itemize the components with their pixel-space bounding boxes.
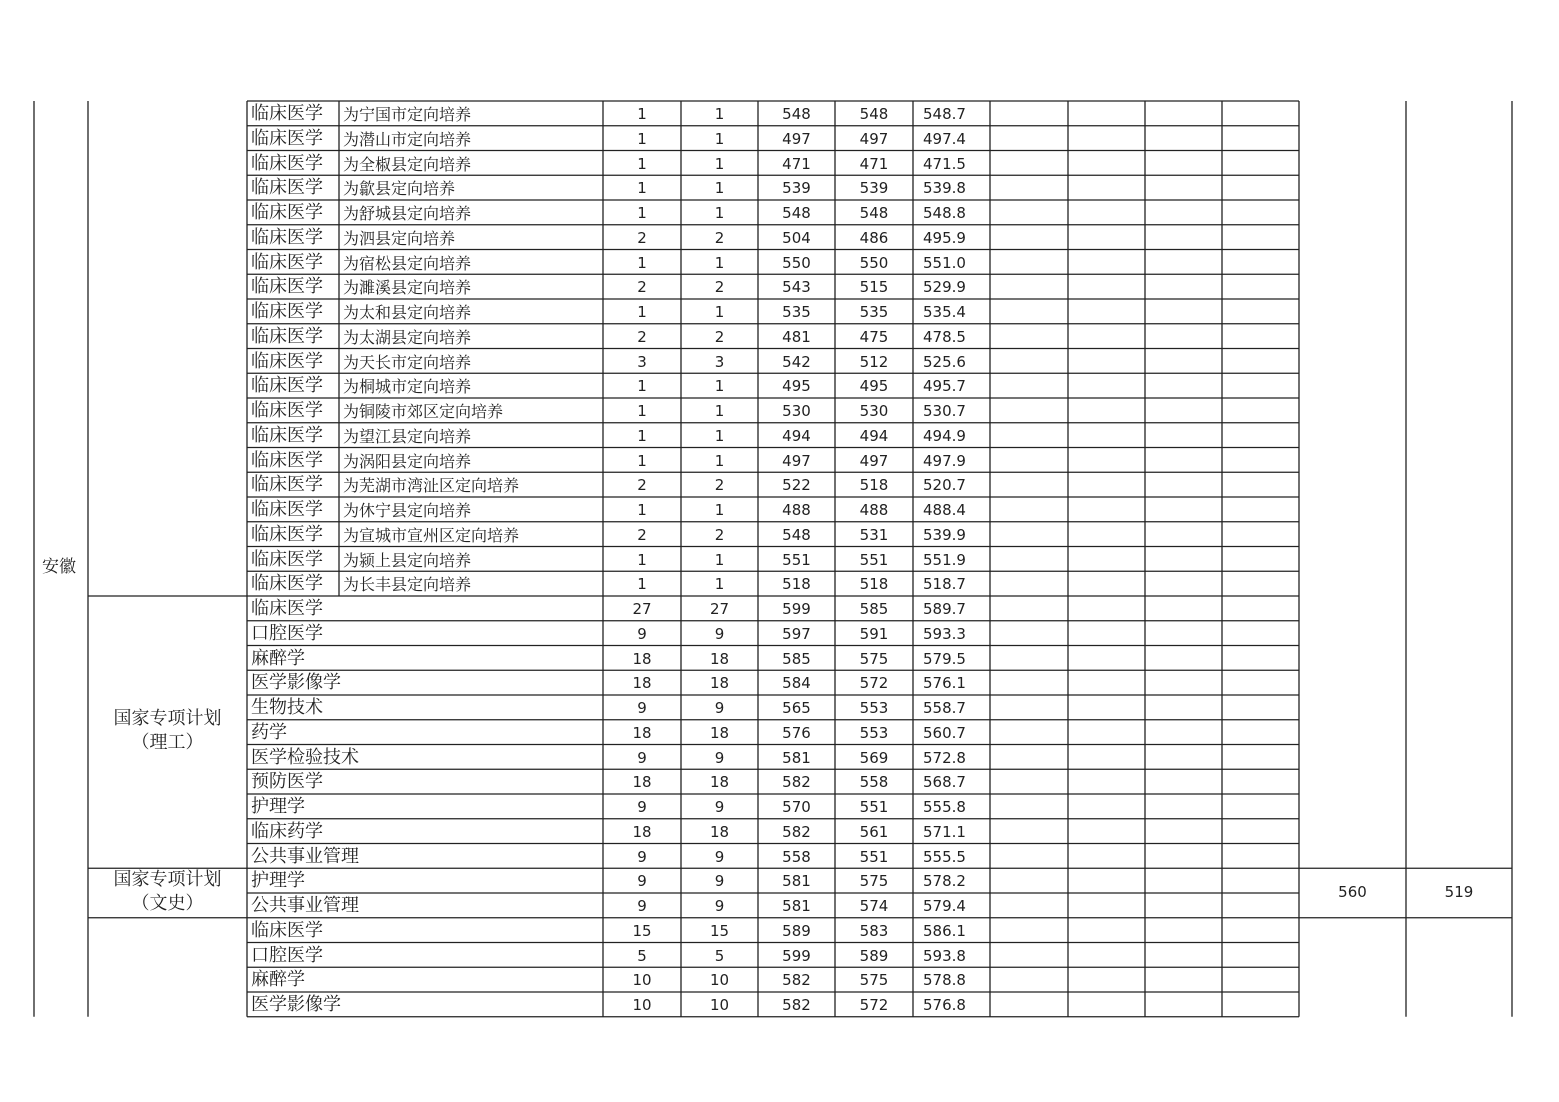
cell-plan: 1 — [637, 204, 647, 222]
cell-plan: 1 — [637, 253, 647, 272]
cell-min: 558 — [859, 773, 889, 792]
major-name: 临床医学 — [251, 919, 323, 941]
cell-max: 522 — [782, 476, 811, 495]
cell-admit: 1 — [714, 501, 725, 519]
cell-plan: 1 — [637, 377, 647, 396]
plan-type-subject: （文史） — [131, 893, 204, 914]
cell-plan: 1 — [637, 129, 647, 148]
cell-plan: 18 — [632, 674, 652, 693]
cell-max: 530 — [782, 402, 811, 420]
cell-avg: 572.8 — [923, 748, 966, 767]
major-note: 为宣城市宣州区定向培养 — [343, 525, 520, 545]
cell-max: 471 — [782, 154, 811, 173]
cell-admit: 1 — [714, 179, 725, 198]
cell-plan: 9 — [637, 624, 647, 643]
major-name: 临床医学 — [251, 449, 323, 471]
cell-min: 512 — [859, 352, 889, 371]
cell-min: 518 — [859, 575, 889, 594]
cell-admit: 10 — [709, 971, 730, 990]
cell-avg: 555.8 — [923, 798, 966, 816]
cell-admit: 18 — [709, 674, 730, 693]
cell-admit: 1 — [714, 303, 725, 321]
cell-plan: 2 — [637, 327, 647, 346]
major-name: 预防医学 — [251, 771, 323, 793]
cell-max: 518 — [782, 575, 811, 594]
cell-admit: 2 — [714, 476, 725, 495]
cell-plan: 9 — [637, 847, 647, 866]
cell-avg: 497.9 — [923, 451, 966, 470]
cell-avg: 539.8 — [923, 179, 966, 198]
major-name: 临床医学 — [251, 226, 323, 248]
cell-admit: 18 — [709, 822, 730, 841]
major-note: 为涡阳县定向培养 — [343, 451, 472, 471]
cell-avg: 471.5 — [923, 154, 966, 173]
cell-max: 582 — [782, 822, 811, 841]
cell-max: 589 — [782, 921, 811, 940]
province-label: 安徽 — [42, 556, 76, 577]
cell-min: 572 — [859, 674, 889, 693]
cell-min: 551 — [859, 798, 889, 816]
cell-admit: 9 — [714, 748, 725, 767]
cell-admit: 5 — [714, 946, 725, 965]
plan-type-label: 国家专项计划 — [113, 708, 222, 730]
major-name: 临床药学 — [251, 820, 323, 842]
cell-plan: 2 — [637, 476, 647, 495]
control-line-second: 519 — [1444, 883, 1474, 901]
cell-min: 575 — [859, 649, 889, 668]
cell-min: 575 — [859, 872, 889, 891]
major-name: 口腔医学 — [251, 944, 323, 966]
cell-min: 550 — [859, 253, 889, 272]
cell-max: 539 — [782, 179, 811, 198]
major-note: 为濉溪县定向培养 — [343, 278, 472, 298]
cell-min: 551 — [859, 550, 889, 569]
cell-avg: 495.9 — [923, 228, 966, 247]
cell-plan: 1 — [637, 179, 647, 198]
major-name: 临床医学 — [251, 523, 323, 545]
cell-admit: 18 — [709, 723, 730, 742]
cell-admit: 1 — [714, 105, 725, 123]
cell-admit: 1 — [714, 550, 725, 569]
major-name: 麻醉学 — [251, 969, 305, 991]
major-note: 为休宁县定向培养 — [343, 501, 472, 520]
major-name: 公共事业管理 — [251, 895, 359, 916]
major-name: 口腔医学 — [251, 622, 323, 644]
major-note: 为宁国市定向培养 — [343, 105, 472, 124]
cell-plan: 9 — [637, 872, 647, 891]
cell-min: 553 — [859, 699, 889, 717]
major-note: 为潜山市定向培养 — [343, 129, 472, 149]
major-note: 为望江县定向培养 — [343, 426, 472, 446]
cell-min: 494 — [859, 426, 889, 445]
major-note: 为宿松县定向培养 — [343, 253, 472, 273]
cell-admit: 1 — [714, 204, 725, 222]
cell-plan: 1 — [637, 501, 647, 519]
cell-avg: 525.6 — [923, 352, 966, 371]
cell-max: 584 — [782, 674, 811, 693]
cell-avg: 551.0 — [923, 253, 966, 272]
cell-max: 551 — [782, 550, 811, 569]
cell-avg: 579.4 — [923, 897, 966, 915]
cell-admit: 9 — [714, 798, 725, 816]
cell-avg: 579.5 — [923, 649, 966, 668]
plan-type-subject: （理工） — [131, 732, 204, 754]
major-name: 临床医学 — [251, 573, 323, 595]
cell-min: 548 — [859, 204, 889, 222]
cell-min: 561 — [859, 822, 889, 841]
cell-plan: 18 — [632, 773, 652, 792]
major-name: 医学检验技术 — [251, 746, 359, 768]
cell-max: 548 — [782, 525, 811, 544]
cell-avg: 520.7 — [923, 476, 966, 495]
cell-min: 575 — [859, 971, 889, 990]
major-name: 公共事业管理 — [251, 845, 359, 867]
cell-max: 548 — [782, 204, 811, 222]
cell-avg: 548.7 — [923, 105, 966, 123]
cell-min: 518 — [859, 476, 889, 495]
cell-max: 581 — [782, 872, 811, 891]
cell-min: 497 — [859, 451, 889, 470]
cell-plan: 18 — [632, 822, 652, 841]
major-name: 临床医学 — [251, 251, 323, 273]
cell-min: 569 — [859, 748, 889, 767]
cell-avg: 593.8 — [923, 946, 966, 965]
cell-max: 504 — [782, 228, 811, 247]
cell-avg: 586.1 — [923, 921, 966, 940]
cell-avg: 518.7 — [923, 575, 966, 594]
cell-avg: 593.3 — [923, 624, 966, 643]
cell-plan: 2 — [637, 228, 647, 247]
cell-max: 599 — [782, 946, 811, 965]
major-name: 临床医学 — [251, 598, 323, 619]
cell-admit: 2 — [714, 228, 725, 247]
cell-admit: 9 — [714, 872, 725, 891]
cell-min: 585 — [859, 600, 889, 618]
cell-plan: 15 — [632, 921, 652, 940]
major-note: 为天长市定向培养 — [343, 352, 472, 372]
major-name: 护理学 — [251, 870, 305, 892]
cell-max: 597 — [782, 624, 811, 643]
cell-avg: 497.4 — [923, 129, 966, 148]
major-note: 为长丰县定向培养 — [343, 575, 472, 595]
cell-admit: 1 — [714, 154, 725, 173]
cell-admit: 9 — [714, 624, 725, 643]
cell-plan: 1 — [637, 451, 647, 470]
cell-max: 542 — [782, 352, 811, 371]
major-note: 为歙县定向培养 — [343, 179, 456, 199]
cell-min: 574 — [859, 897, 889, 915]
cell-admit: 9 — [714, 897, 725, 915]
cell-admit: 15 — [709, 921, 730, 940]
cell-min: 495 — [859, 377, 889, 396]
cell-admit: 1 — [714, 402, 725, 420]
major-name: 临床医学 — [251, 350, 323, 372]
cell-min: 589 — [859, 946, 889, 965]
cell-min: 475 — [859, 327, 889, 346]
cell-min: 539 — [859, 179, 889, 198]
cell-admit: 3 — [714, 352, 725, 371]
cell-admit: 9 — [714, 847, 725, 866]
cell-avg: 478.5 — [923, 327, 966, 346]
cell-max: 582 — [782, 971, 811, 990]
cell-max: 497 — [782, 451, 811, 470]
cell-max: 488 — [782, 501, 811, 519]
major-name: 医学影像学 — [251, 994, 341, 1015]
major-name: 医学影像学 — [251, 672, 341, 694]
cell-max: 565 — [782, 699, 811, 717]
cell-min: 548 — [859, 105, 889, 123]
cell-max: 495 — [782, 377, 811, 396]
cell-admit: 1 — [714, 253, 725, 272]
cell-min: 486 — [859, 228, 889, 247]
cell-max: 582 — [782, 773, 811, 792]
cell-avg: 558.7 — [923, 699, 966, 717]
cell-plan: 27 — [632, 600, 652, 618]
cell-max: 585 — [782, 649, 811, 668]
cell-avg: 568.7 — [923, 773, 966, 792]
major-name: 护理学 — [251, 796, 305, 817]
major-note: 为桐城市定向培养 — [343, 377, 472, 397]
cell-avg: 576.8 — [923, 996, 966, 1014]
cell-avg: 578.8 — [923, 971, 966, 990]
cell-plan: 1 — [637, 303, 647, 321]
cell-max: 581 — [782, 748, 811, 767]
cell-avg: 548.8 — [923, 204, 966, 222]
cell-avg: 589.7 — [923, 600, 966, 618]
cell-avg: 576.1 — [923, 674, 966, 693]
cell-plan: 9 — [637, 699, 647, 717]
cell-max: 581 — [782, 897, 811, 915]
major-name: 临床医学 — [251, 375, 323, 397]
cell-plan: 3 — [637, 352, 647, 371]
cell-max: 576 — [782, 723, 811, 742]
major-note: 为太湖县定向培养 — [343, 327, 472, 347]
cell-max: 535 — [782, 303, 811, 321]
cell-min: 497 — [859, 129, 889, 148]
cell-avg: 495.7 — [923, 377, 966, 396]
cell-avg: 578.2 — [923, 872, 966, 891]
major-name: 临床医学 — [251, 400, 323, 421]
cell-plan: 5 — [637, 946, 647, 965]
major-name: 临床医学 — [251, 474, 323, 496]
cell-plan: 9 — [637, 748, 647, 767]
cell-min: 471 — [859, 154, 889, 173]
major-note: 为颍上县定向培养 — [343, 550, 472, 570]
cell-admit: 18 — [709, 773, 730, 792]
major-name: 麻醉学 — [251, 647, 305, 669]
cell-min: 572 — [859, 996, 889, 1014]
cell-avg: 529.9 — [923, 278, 966, 297]
major-name: 生物技术 — [251, 697, 323, 718]
cell-plan: 1 — [637, 105, 647, 123]
major-name: 临床医学 — [251, 424, 323, 446]
cell-avg: 535.4 — [923, 303, 966, 321]
cell-avg: 488.4 — [923, 501, 966, 519]
major-note: 为舒城县定向培养 — [343, 204, 472, 223]
cell-plan: 9 — [637, 798, 647, 816]
plan-type-label: 国家专项计划 — [113, 869, 222, 890]
cell-admit: 1 — [714, 377, 725, 396]
major-name: 药学 — [251, 721, 287, 743]
cell-min: 553 — [859, 723, 889, 742]
cell-min: 535 — [859, 303, 889, 321]
cell-min: 531 — [859, 525, 889, 544]
cell-admit: 27 — [709, 600, 730, 618]
cell-plan: 10 — [632, 996, 652, 1014]
cell-max: 548 — [782, 105, 811, 123]
cell-max: 582 — [782, 996, 811, 1014]
cell-plan: 1 — [637, 402, 647, 420]
major-note: 为太和县定向培养 — [343, 303, 472, 322]
cell-min: 515 — [859, 278, 889, 297]
cell-admit: 1 — [714, 575, 725, 594]
major-note: 为全椒县定向培养 — [343, 154, 472, 174]
cell-min: 488 — [859, 501, 889, 519]
cell-avg: 555.5 — [923, 847, 966, 866]
cell-min: 583 — [859, 921, 889, 940]
major-note: 为芜湖市湾沚区定向培养 — [343, 476, 520, 496]
major-name: 临床医学 — [251, 301, 323, 322]
cell-avg: 560.7 — [923, 723, 966, 742]
cell-plan: 18 — [632, 723, 652, 742]
cell-max: 543 — [782, 278, 811, 297]
control-line-first: 560 — [1338, 883, 1367, 901]
cell-admit: 10 — [709, 996, 730, 1014]
cell-plan: 1 — [637, 426, 647, 445]
cell-plan: 10 — [632, 971, 652, 990]
cell-max: 558 — [782, 847, 811, 866]
cell-plan: 18 — [632, 649, 652, 668]
cell-admit: 1 — [714, 129, 725, 148]
major-note: 为铜陵市郊区定向培养 — [343, 402, 504, 421]
major-name: 临床医学 — [251, 499, 323, 520]
cell-avg: 551.9 — [923, 550, 966, 569]
major-name: 临床医学 — [251, 276, 323, 298]
cell-plan: 2 — [637, 278, 647, 297]
cell-plan: 1 — [637, 575, 647, 594]
cell-plan: 1 — [637, 550, 647, 569]
cell-admit: 1 — [714, 451, 725, 470]
major-name: 临床医学 — [251, 325, 323, 347]
cell-avg: 494.9 — [923, 426, 966, 445]
cell-max: 599 — [782, 600, 811, 618]
cell-plan: 2 — [637, 525, 647, 544]
cell-avg: 530.7 — [923, 402, 966, 420]
cell-admit: 2 — [714, 327, 725, 346]
major-name: 临床医学 — [251, 127, 323, 149]
cell-max: 497 — [782, 129, 811, 148]
major-name: 临床医学 — [251, 177, 323, 199]
major-name: 临床医学 — [251, 202, 323, 223]
cell-max: 550 — [782, 253, 811, 272]
cell-max: 481 — [782, 327, 811, 346]
cell-avg: 539.9 — [923, 525, 966, 544]
major-name: 临床医学 — [251, 548, 323, 570]
cell-admit: 18 — [709, 649, 730, 668]
major-name: 临床医学 — [251, 103, 323, 124]
cell-min: 551 — [859, 847, 889, 866]
cell-min: 530 — [859, 402, 889, 420]
cell-admit: 2 — [714, 525, 725, 544]
cell-plan: 9 — [637, 897, 647, 915]
cell-max: 494 — [782, 426, 811, 445]
cell-avg: 571.1 — [923, 822, 966, 841]
cell-admit: 2 — [714, 278, 725, 297]
major-name: 临床医学 — [251, 152, 323, 174]
cell-plan: 1 — [637, 154, 647, 173]
cell-min: 591 — [859, 624, 889, 643]
cell-admit: 1 — [714, 426, 725, 445]
cell-admit: 9 — [714, 699, 725, 717]
cell-max: 570 — [782, 798, 811, 816]
major-note: 为泗县定向培养 — [343, 228, 456, 248]
